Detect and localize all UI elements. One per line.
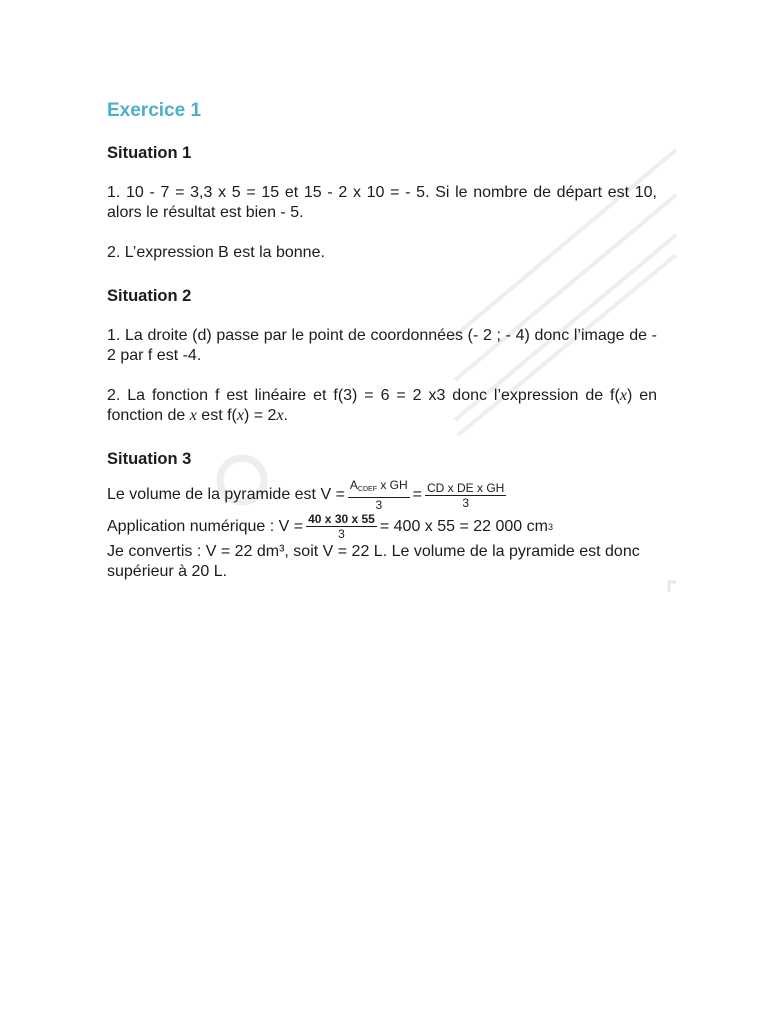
situation1-answer2: 2. L’expression B est la bonne. [107, 244, 325, 261]
situation2-answer2: 2. La fonction f est linéaire et f(3) = 6 = 2 x3 donc l’expression de f(x) en fonction de x est f(x) = 2x. [107, 387, 658, 424]
fraction-dimensions: $\frac{\text{CD x DE x GH}}{3}$ [427, 480, 505, 510]
exercise-content [107, 100, 657, 582]
deco-corner [669, 582, 676, 592]
volume-formula: Le volume de la pyramide est V = $\frac{A_{CDEF} x GH}{3}$ = $\frac{\text{CD x DE x GH}}{3}$ [107, 478, 505, 512]
conversion-conclusion: Je convertis : V = 22 dm³, soit V = 22 L. Le volume de la pyramide est donc supérieur à 20 L. [107, 543, 640, 580]
exercise-title: Exercice 1 [107, 100, 202, 121]
numeric-application: Application numérique : V = $\frac{40 x 30 x 55}{3}$ = 400 x 55 = 22 000 cm 3 [107, 512, 553, 541]
situation2-answer1: 1. La droite (d) passe par le point de coordonnées (- 2 ; - 4) donc l’image de - 2 par f est -4. [107, 327, 657, 364]
fraction-base-area: $\frac{A_{CDEF} x GH}{3}$ [349, 478, 408, 512]
situation1-heading: Situation 1 [107, 144, 192, 162]
situation1-answer1: 1. 10 - 7 = 3,3 x 5 = 15 et 15 - 2 x 10 = - 5. Si le nombre de départ est 10, alors le résultat est bien - 5. [107, 184, 657, 221]
situation2-heading: Situation 2 [107, 287, 192, 305]
fraction-numeric: $\frac{40 x 30 x 55}{3}$ [308, 512, 375, 541]
situation3-heading: Situation 3 [107, 450, 192, 468]
